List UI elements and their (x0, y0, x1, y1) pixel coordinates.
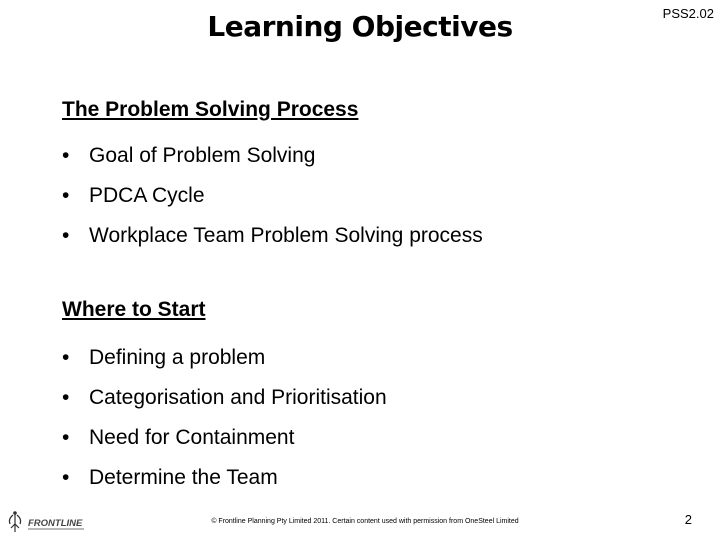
list-item (62, 458, 387, 498)
section-heading: Where to Start (62, 298, 206, 321)
list-item (62, 378, 387, 418)
bullet-icon: • (62, 466, 70, 489)
list-item (62, 338, 387, 378)
bullet-list (62, 136, 483, 256)
list-item-text: Determine the Team (89, 466, 278, 489)
list-item-text: PDCA Cycle (89, 184, 205, 207)
list-item (62, 136, 483, 176)
bullet-icon: • (62, 224, 70, 247)
logo-text: FRONTLINE (28, 518, 83, 529)
list-item-text: Goal of Problem Solving (89, 144, 316, 167)
list-item (62, 216, 483, 256)
copyright-notice: © Frontline Planning Pty Limited 2011. Certain content used with permission from OneSteel Limited (211, 518, 519, 525)
bullet-list (62, 338, 387, 498)
list-item-text: Categorisation and Prioritisation (89, 386, 387, 409)
bullet-icon: • (62, 346, 70, 369)
slide-footer (0, 508, 720, 538)
slide-code: PSS2.02 (662, 6, 714, 21)
bullet-icon: • (62, 144, 70, 167)
list-item (62, 176, 483, 216)
list-item (62, 418, 387, 458)
bullet-icon: • (62, 386, 70, 409)
bullet-icon: • (62, 426, 70, 449)
section-where-to-start (62, 296, 387, 498)
list-item-text: Need for Containment (89, 426, 295, 449)
bullet-icon: • (62, 184, 70, 207)
page-number: 2 (684, 512, 692, 527)
slide-title: Learning Objectives (207, 10, 513, 43)
section-heading: The Problem Solving Process (62, 98, 359, 121)
section-problem-solving-process (62, 96, 483, 256)
list-item-text: Workplace Team Problem Solving process (89, 224, 483, 247)
list-item-text: Defining a problem (89, 346, 266, 369)
